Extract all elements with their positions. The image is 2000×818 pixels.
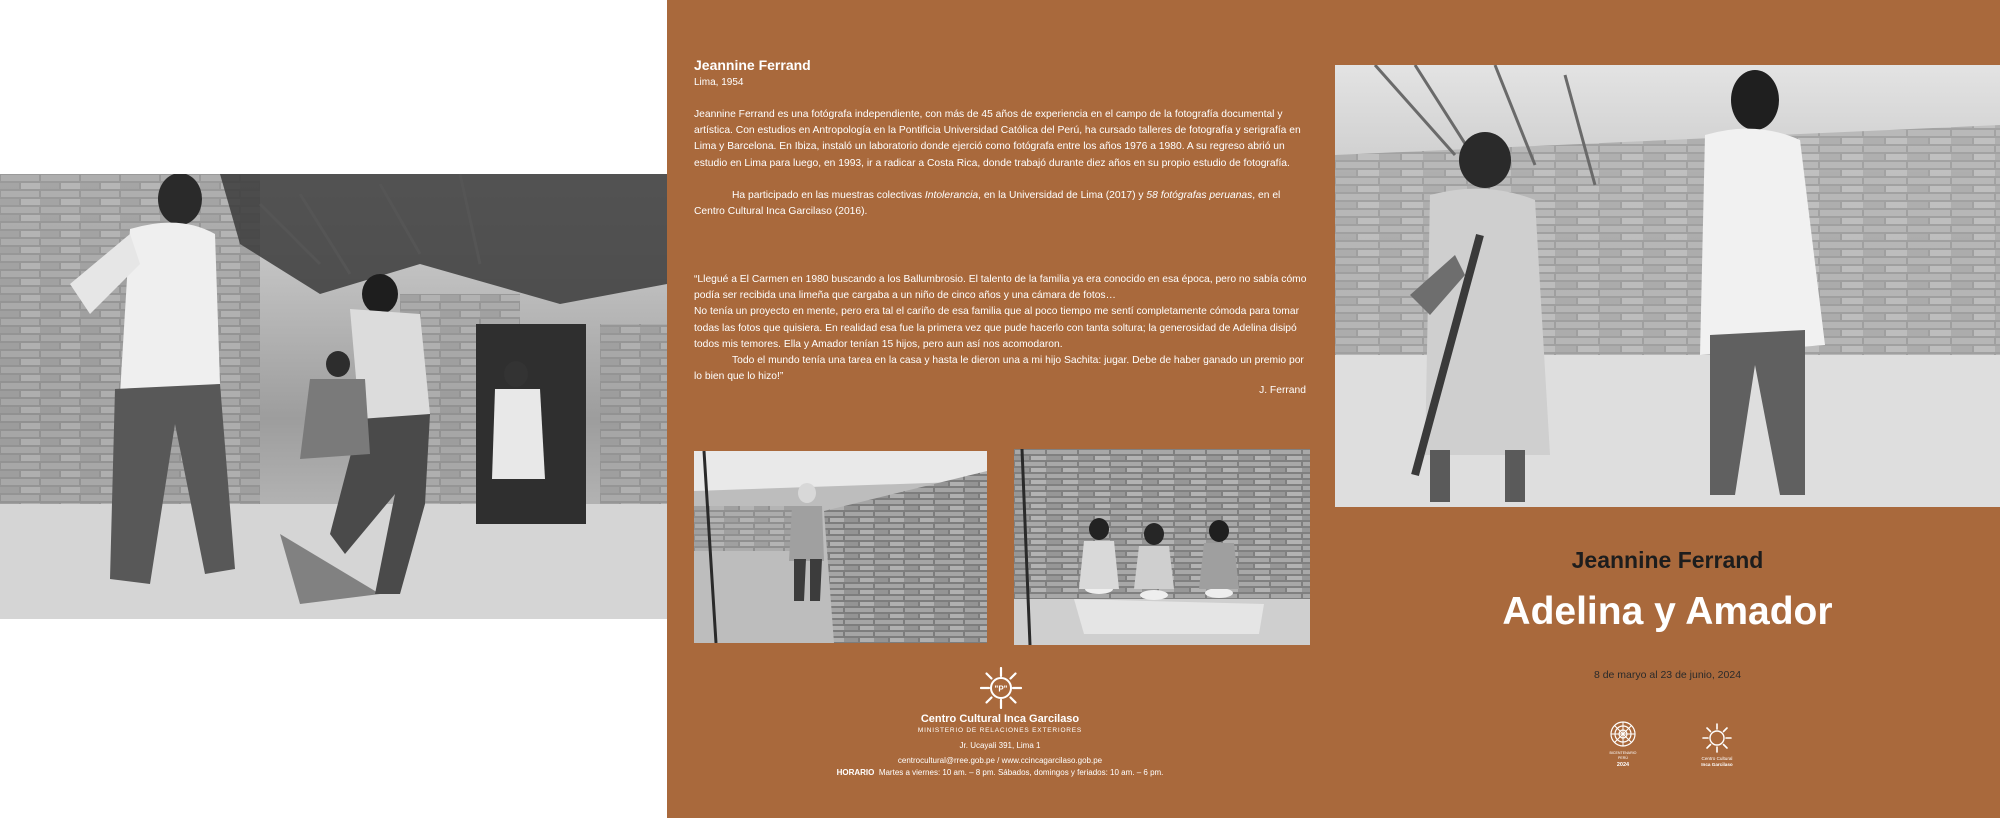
bio-exhibition-work-1: Intolerancia <box>924 190 979 201</box>
bio-paragraph: Jeannine Ferrand es una fotógrafa independiente, con más de 45 años de experiencia en el campo de la fotografía documental y artística. Con estudios en Antropología en la Pontificia Universidad Católica del Perú, ha cursado talleres de fotografía y serigrafía en Lima y Barcelona. En Ibiza, instaló un laboratorio donde ejerció como fotógrafa entre los años 1976 a 1980. A su regreso abrió un estudio en Lima para luego, en 1993, ir a radicar a Costa Rica, donde trabajó durante diez años en su propio estudio de fotografía. <box>694 109 1301 169</box>
bio-exhibition-work-2: 58 fotógrafas peruanas <box>1146 190 1253 201</box>
sun-logo-letters: "P" <box>994 684 1008 694</box>
bicentenario-text: BICENTENARIO <box>1609 751 1637 755</box>
exhibition-title: Adelina y Amador <box>1502 590 1833 633</box>
bicentenario-country: PERÚ <box>1618 756 1628 760</box>
hours-label: HORARIO <box>836 768 875 777</box>
ccig-logo-icon <box>1697 722 1737 770</box>
quote-text-2: No tenía un proyecto en mente, pero era tal el cariño de esa familia que al poco tiempo me sentí completamente cómoda para tomar todas las fotos que quisiera. En realidad esa fue la primera vez que pude hacerlo con tanta soltura; la generosidad de Adelina disipó todos mis temores. Ella y Amador tenían 15 hijos, pero aun así nos acomodaron. <box>694 306 1299 350</box>
exhibition-dates: 8 de maryo al 23 de junio, 2024 <box>1593 669 1742 681</box>
hours-text: Martes a viernes: 10 am. – 8 pm. Sábados, domingos y feriados: 10 am. – 6 pm. <box>878 768 1164 777</box>
center-hours <box>700 768 1300 777</box>
sun-logo-icon <box>980 667 1022 709</box>
photo-adelina-amador <box>1335 65 2000 507</box>
bio-birthplace: Lima, 1954 <box>694 77 744 88</box>
bio-artist-name: Jeannine Ferrand <box>694 57 811 73</box>
quote-paragraph <box>694 272 1308 353</box>
bicentenario-year: 2024 <box>1616 762 1630 768</box>
quote-author: J. Ferrand <box>1259 385 1306 396</box>
ccig-logo-line2: Inca Garcilaso <box>1701 762 1733 767</box>
bio-exhibitions-mid: , en la Universidad de Lima (2017) y <box>978 190 1147 201</box>
bio-exhibitions-end: , en el Centro Cultural Inca Garcilaso (2016). <box>694 190 1281 218</box>
cover-artist-name: Jeannine Ferrand <box>1571 547 1764 573</box>
center-address: Jr. Ucayali 391, Lima 1 <box>959 741 1041 750</box>
photo-children-eating <box>1014 449 1310 645</box>
bicentenario-logo-icon <box>1606 720 1640 770</box>
ccig-logo-line1: Centro Cultural <box>1701 756 1733 761</box>
photo-dancing-courtyard <box>0 174 667 619</box>
photo-child-path <box>694 451 987 643</box>
cultural-center-name: Centro Cultural Inca Garcilaso <box>920 713 1080 725</box>
center-contact: centrocultural@rree.gob.pe / www.ccincagarcilaso.gob.pe <box>897 756 1103 765</box>
quote-paragraph-final: Todo el mundo tenía una tarea en la casa y hasta le dieron una a mi hijo Sachita: jugar. Debe de haber ganado un premio por lo bien que lo hizo!” <box>694 355 1304 383</box>
bio-exhibitions-intro: Ha participado en las muestras colectivas <box>732 190 925 201</box>
ministry-name: MINISTERIO DE RELACIONES EXTERIORES <box>917 727 1083 734</box>
quote-text-1: “Llegué a El Carmen en 1980 buscando a los Ballumbrosio. El talento de la familia ya era conocido en esa época, pero no sabía cómo podía ser recibida una limeña que cargaba a un niño de cinco años y una cámara de fotos… <box>694 274 1307 302</box>
bio-exhibitions-paragraph <box>694 188 1308 220</box>
